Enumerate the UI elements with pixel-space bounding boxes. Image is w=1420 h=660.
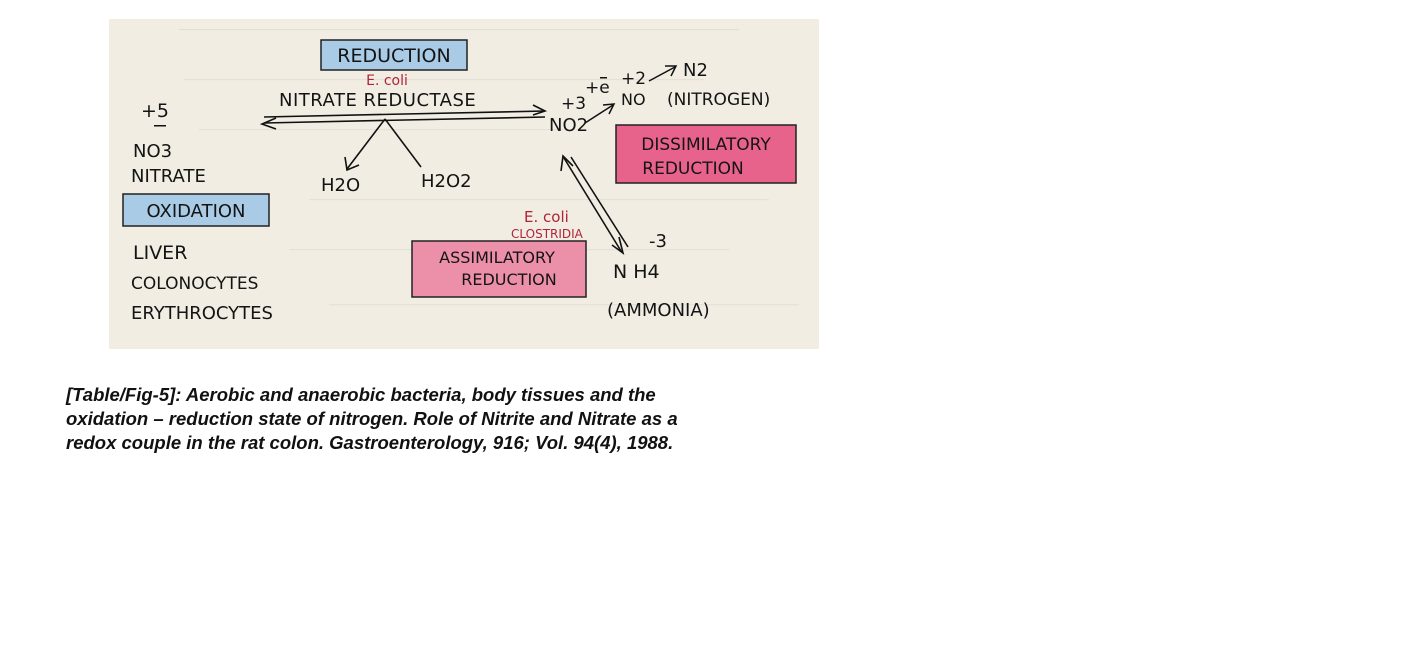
caption-line-1: [Table/Fig-5]: Aerobic and anaerobic bacteria, body tissues and the	[66, 384, 656, 405]
dissimilatory-label-line1: DISSIMILATORY	[641, 135, 771, 155]
assimilatory-label-line2: REDUCTION	[461, 270, 557, 289]
site-colonocytes: COLONOCYTES	[131, 274, 259, 294]
ecoli-bottom-label: E. coli	[524, 208, 569, 226]
clostridia-label: CLOSTRIDIA	[511, 227, 583, 241]
nitrate-ox-underline	[154, 125, 166, 127]
ecoli-top-label: E. coli	[366, 73, 408, 89]
oxidation-label: OXIDATION	[146, 201, 246, 222]
nitrate-formula: NO3	[133, 141, 173, 162]
site-erythrocytes: ERYTHROCYTES	[131, 303, 273, 324]
nitrate-ox-state: +5	[141, 100, 170, 122]
figure-caption	[66, 383, 806, 455]
branch-arrows	[345, 119, 421, 170]
no-ox-state: +2	[621, 69, 647, 89]
nitrogen-redox-figure	[109, 19, 819, 349]
nitrate-name: NITRATE	[131, 166, 206, 187]
diagram-canvas	[109, 19, 819, 349]
nitrite-to-no-arrow	[585, 104, 614, 123]
caption-line-3: redox couple in the rat colon. Gastroenterology, 916; Vol. 94(4), 1988.	[66, 432, 674, 453]
caption-line-2: oxidation – reduction state of nitrogen. Role of Nitrite and Nitrate as a	[66, 408, 678, 429]
dissimilatory-label-line2: REDUCTION	[642, 159, 744, 179]
nitrogen-name: (NITROGEN)	[667, 90, 771, 110]
ammonia-name: (AMMONIA)	[607, 300, 710, 321]
reduction-label: REDUCTION	[337, 45, 451, 67]
electron-minus	[600, 77, 607, 79]
assimilatory-label-line1: ASSIMILATORY	[439, 248, 555, 267]
ammonia-ox-state: -3	[649, 231, 667, 252]
enzyme-label: NITRATE REDUCTASE	[279, 90, 477, 111]
ammonia-formula: N H4	[613, 261, 660, 283]
nitrite-ox-state: +3	[561, 94, 587, 114]
electron-label: +e	[585, 78, 610, 98]
n2-formula: N2	[683, 60, 708, 81]
site-liver: LIVER	[133, 242, 188, 264]
peroxide-formula: H2O2	[421, 171, 472, 192]
no-to-n2-arrow	[649, 66, 676, 81]
water-formula: H2O	[321, 175, 361, 196]
no-formula: NO	[621, 90, 646, 109]
nitrite-formula: NO2	[549, 115, 589, 136]
